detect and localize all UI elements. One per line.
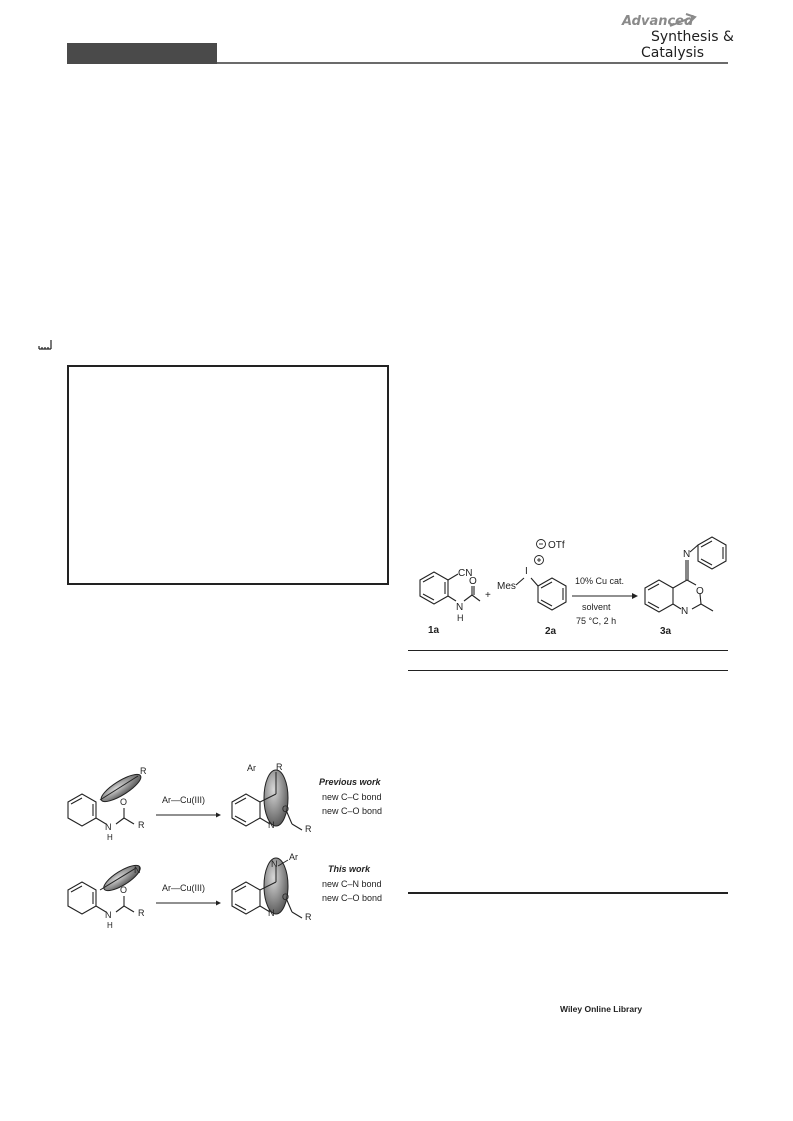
top-o-label: O	[120, 797, 128, 807]
plus-sign: +	[485, 590, 491, 601]
nh-h-label: H	[457, 613, 464, 623]
margin-mark-icon	[38, 338, 52, 350]
top-product-r-label: R	[305, 824, 312, 834]
table-rule-bottom	[408, 892, 728, 894]
reaction-scheme-1	[400, 530, 730, 670]
condition-catalyst: 10% Cu cat.	[575, 576, 625, 586]
condition-temperature: 75 °C, 2 h	[576, 616, 617, 626]
bottom-h-label: H	[107, 921, 113, 930]
logo-synthesis: Synthesis &	[651, 29, 734, 45]
imine-n-label: N	[683, 549, 691, 560]
top-h-label: H	[107, 833, 113, 842]
table-rule-header	[408, 670, 728, 671]
previous-work-line1: new C–C bond	[322, 792, 382, 802]
this-work-title: This work	[328, 864, 371, 874]
bottom-n-label: N	[105, 910, 112, 920]
bottom-o-label: O	[120, 885, 128, 895]
top-product-n-label: N	[268, 820, 275, 830]
nitrile-n-label: N	[134, 865, 141, 875]
this-work-line2: new C–O bond	[322, 893, 383, 903]
bottom-r-label: R	[138, 908, 145, 918]
table-rule-top	[408, 650, 728, 651]
condition-solvent: solvent	[582, 602, 611, 612]
graphical-abstract-frame	[67, 365, 389, 585]
ring-o-label: O	[696, 586, 704, 597]
wiley-online-library-footer[interactable]: Wiley Online Library	[560, 1004, 643, 1014]
bottom-reagent: Ar—Cu(III)	[162, 883, 206, 893]
bottom-product-r-label: R	[305, 912, 312, 922]
top-r-label: R	[276, 762, 283, 772]
previous-work-title: Previous work	[319, 777, 381, 787]
carbonyl-o-label: O	[469, 576, 477, 587]
bottom-product-n-label: N	[268, 908, 275, 918]
top-reagent: Ar—Cu(III)	[162, 795, 206, 805]
mes-label: Mes	[497, 581, 516, 592]
this-work-line1: new C–N bond	[322, 879, 382, 889]
label-3a: 3a	[660, 626, 672, 637]
otf-label: OTf	[548, 540, 565, 551]
nh-n-label: N	[456, 602, 464, 613]
top-product-o-label: O	[282, 804, 290, 814]
bottom-imine-n-label: N	[271, 859, 278, 869]
alkyne-r-label: R	[140, 766, 147, 776]
bottom-ar-label: Ar	[289, 852, 298, 862]
iodine-label: I	[525, 566, 528, 577]
benzene-ring-2a	[516, 578, 566, 610]
top-n-label: N	[105, 822, 112, 832]
label-2a: 2a	[545, 626, 557, 637]
cn-label: CN	[458, 568, 473, 579]
header-rule	[217, 62, 728, 64]
previous-work-line2: new C–O bond	[322, 806, 383, 816]
logo-catalysis: Catalysis	[641, 45, 705, 61]
logo-advanced: Advanced	[622, 14, 694, 29]
journal-header-bar	[67, 43, 217, 62]
reaction-scheme-2	[64, 750, 394, 940]
top-r2-label: R	[138, 820, 145, 830]
ring-n-label: N	[681, 606, 689, 617]
header-rule-left	[67, 62, 217, 64]
label-1a: 1a	[428, 625, 440, 636]
top-ar-label: Ar	[247, 763, 256, 773]
bottom-product-o-label: O	[282, 892, 290, 902]
